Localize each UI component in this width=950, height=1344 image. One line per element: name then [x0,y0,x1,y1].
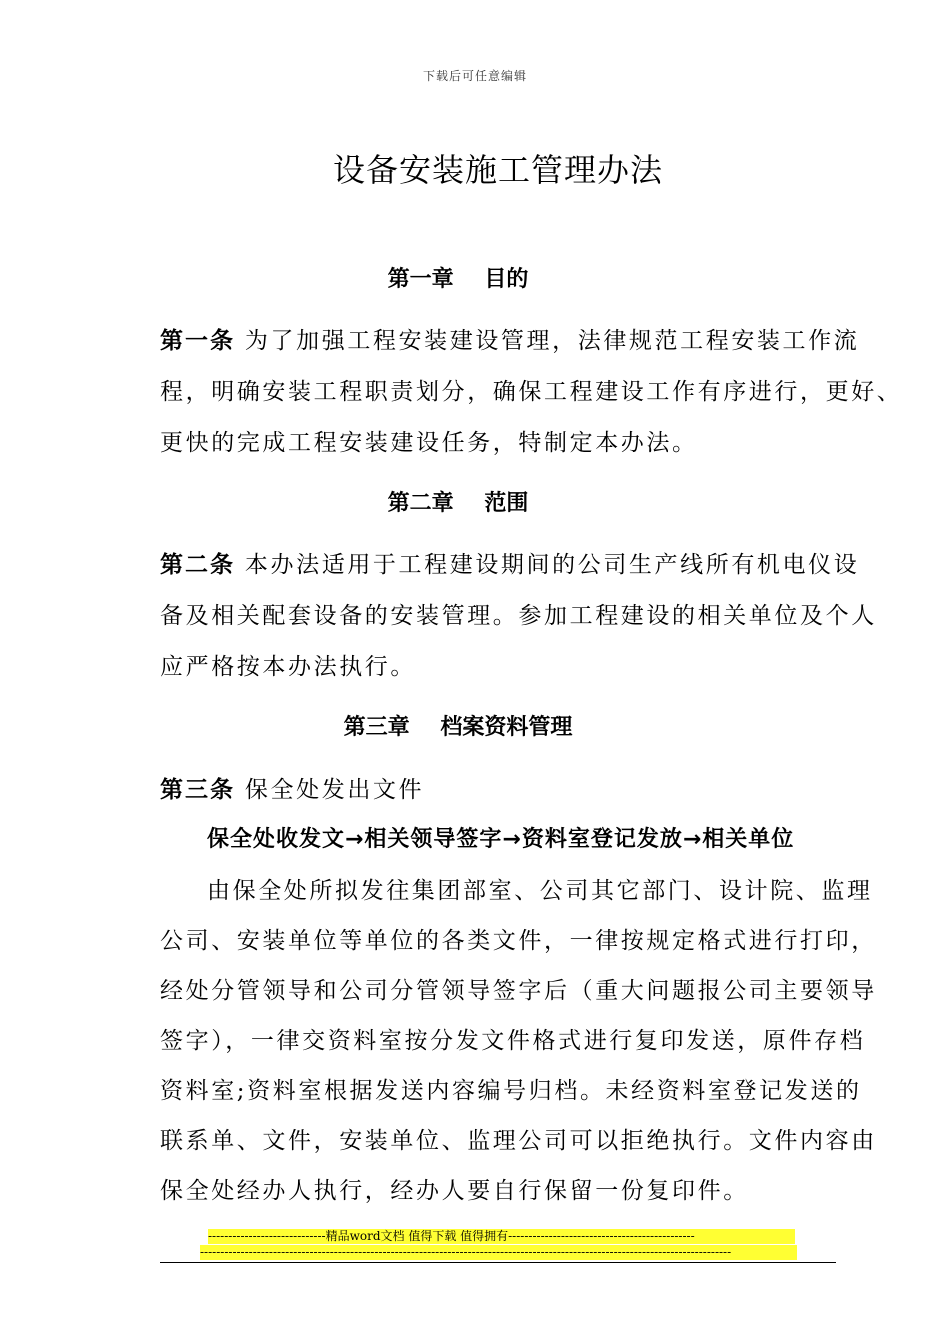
article-3-line-3: 经处分管领导和公司分管领导签字后（重大问题报公司主要领导 [160,978,877,1004]
article-2-line-3: 应严格按本办法执行。 [160,654,416,680]
article-3-label: 第三条 [160,777,235,803]
article-3-line-5: 资料室;资料室根据发送内容编号归档。未经资料室登记发送的 [160,1078,862,1104]
article-2-label: 第二条 [160,552,235,578]
chapter-3-heading [0,710,916,741]
article-3-line-2: 公司、安装单位等单位的各类文件，一律按规定格式进行打印， [160,928,877,954]
article-3-line-1: 由保全处所拟发往集团部室、公司其它部门、设计院、监理 [207,878,873,904]
chapter-1-heading [0,262,916,293]
chapter-3-label: 第三章 [343,715,410,740]
article-1-line-3: 更快的完成工程安装建设任务，特制定本办法。 [160,430,698,456]
article-3-heading: 保全处发出文件 [244,777,425,803]
article-3-line-4: 签字），一律交资料室按分发文件格式进行复印发送，原件存档 [160,1028,866,1054]
footer-promo-line-2: ----------------------------------------------------------------------------------------------------------------------------------- [200,1245,797,1260]
article-1-line-2: 程，明确安装工程职责划分，确保工程建设工作有序进行，更好、 [160,379,903,405]
article-3-line-heading [160,771,424,804]
footer-rule [160,1262,836,1263]
article-1-line-1 [160,322,859,355]
article-1-label: 第一条 [160,328,235,354]
chapter-2-heading [0,486,916,517]
article-3-line-7: 保全处经办人执行，经办人要自行保留一份复印件。 [160,1178,749,1204]
article-1-text-1: 为了加强工程安装建设管理，法律规范工程安装工作流 [244,328,860,354]
chapter-2-label: 第二章 [387,491,454,516]
article-2-line-2: 备及相关配套设备的安装管理。参加工程建设的相关单位及个人 [160,603,877,629]
document-flow-line: 保全处收发文→相关领导签字→资料室登记发放→相关单位 [207,827,795,852]
page-header-note: 下载后可任意编辑 [422,69,527,83]
article-2-text-1: 本办法适用于工程建设期间的公司生产线所有机电仪设 [244,552,860,578]
article-3-line-6: 联系单、文件，安装单位、监理公司可以拒绝执行。文件内容由 [160,1128,877,1154]
chapter-1-name: 目的 [484,267,529,292]
document-title: 设备安装施工管理办法 [332,151,663,189]
chapter-2-name: 范围 [484,491,529,516]
chapter-1-label: 第一章 [387,267,454,292]
chapter-3-name: 档案资料管理 [440,715,573,740]
footer-promo-line-1: -----------------------------精品word文档 值得下载 值得拥有---------------------------------------------- [208,1229,795,1244]
article-2-line-1 [160,546,859,579]
